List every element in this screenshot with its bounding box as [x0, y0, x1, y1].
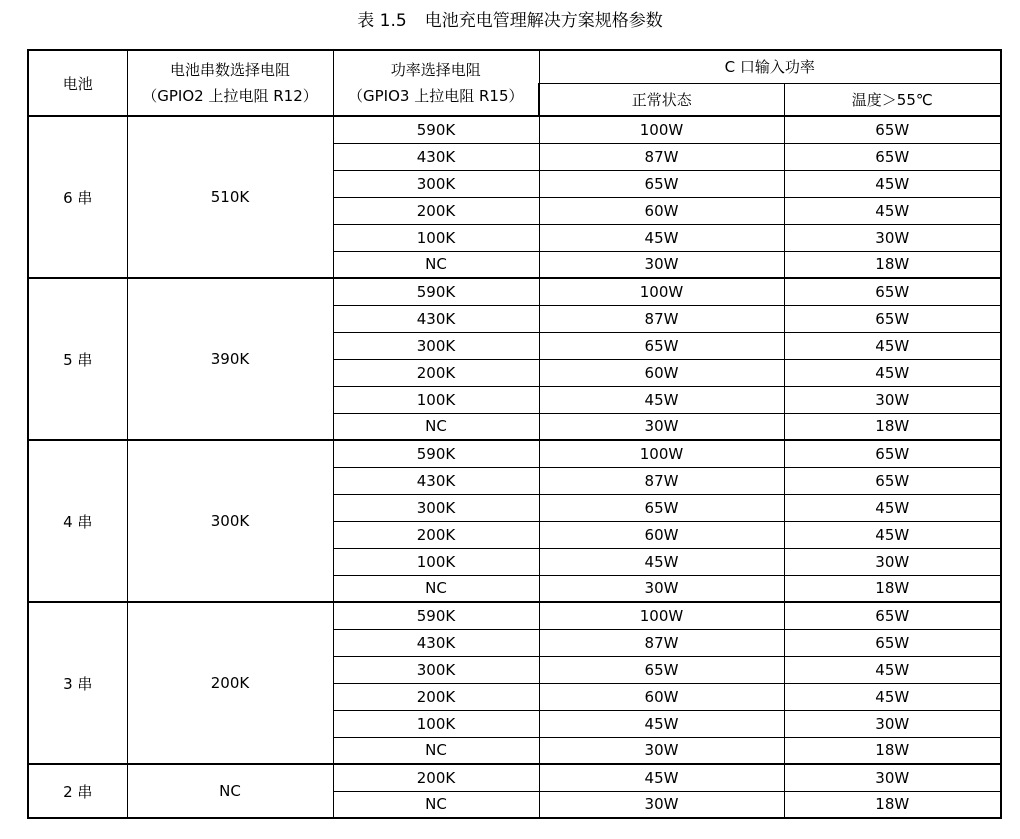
power-resistor-cell: 100K: [333, 548, 539, 575]
power-resistor-cell: 590K: [333, 278, 539, 305]
high-temp-power-cell: 45W: [784, 683, 1001, 710]
high-temp-power-cell: 65W: [784, 602, 1001, 629]
high-temp-power-cell: 18W: [784, 251, 1001, 278]
table-row: [28, 440, 1001, 467]
power-resistor-cell: 200K: [333, 521, 539, 548]
power-resistor-cell: 100K: [333, 224, 539, 251]
power-resistor-cell: 100K: [333, 386, 539, 413]
high-temp-power-cell: 18W: [784, 791, 1001, 818]
table-row: [28, 602, 1001, 629]
spec-table: [27, 49, 1002, 819]
header-c-port-power: C 口输入功率: [539, 50, 1001, 83]
high-temp-power-cell: 18W: [784, 413, 1001, 440]
normal-power-cell: 60W: [539, 359, 784, 386]
battery-series-cell: 2 串: [28, 764, 127, 818]
series-resistor-cell: 300K: [127, 440, 333, 602]
normal-power-cell: 45W: [539, 548, 784, 575]
table-row: [28, 116, 1001, 143]
power-resistor-cell: 300K: [333, 170, 539, 197]
high-temp-power-cell: 30W: [784, 764, 1001, 791]
normal-power-cell: 65W: [539, 332, 784, 359]
header-power-resistor-line1: 功率选择电阻: [390, 61, 481, 79]
power-resistor-cell: 590K: [333, 602, 539, 629]
normal-power-cell: 45W: [539, 764, 784, 791]
high-temp-power-cell: 18W: [784, 575, 1001, 602]
series-resistor-cell: 390K: [127, 278, 333, 440]
header-power-resistor: [333, 50, 539, 116]
normal-power-cell: 30W: [539, 575, 784, 602]
power-resistor-cell: 200K: [333, 683, 539, 710]
high-temp-power-cell: 65W: [784, 467, 1001, 494]
power-resistor-cell: 430K: [333, 143, 539, 170]
header-series-resistor: [127, 50, 333, 116]
high-temp-power-cell: 65W: [784, 278, 1001, 305]
high-temp-power-cell: 65W: [784, 143, 1001, 170]
normal-power-cell: 65W: [539, 494, 784, 521]
header-series-resistor-line2: （GPIO2 上拉电阻 R12）: [142, 87, 318, 105]
high-temp-power-cell: 45W: [784, 656, 1001, 683]
normal-power-cell: 87W: [539, 629, 784, 656]
normal-power-cell: 60W: [539, 521, 784, 548]
high-temp-power-cell: 18W: [784, 737, 1001, 764]
power-resistor-cell: 200K: [333, 764, 539, 791]
power-resistor-cell: 590K: [333, 116, 539, 143]
header-normal-state: 正常状态: [539, 83, 784, 116]
normal-power-cell: 100W: [539, 116, 784, 143]
high-temp-power-cell: 30W: [784, 224, 1001, 251]
high-temp-power-cell: 65W: [784, 305, 1001, 332]
battery-series-cell: 6 串: [28, 116, 127, 278]
power-resistor-cell: NC: [333, 413, 539, 440]
power-resistor-cell: NC: [333, 737, 539, 764]
normal-power-cell: 45W: [539, 224, 784, 251]
power-resistor-cell: 430K: [333, 467, 539, 494]
high-temp-power-cell: 45W: [784, 521, 1001, 548]
normal-power-cell: 60W: [539, 197, 784, 224]
header-series-resistor-line1: 电池串数选择电阻: [169, 61, 290, 79]
normal-power-cell: 45W: [539, 710, 784, 737]
header-power-resistor-line2: （GPIO3 上拉电阻 R15）: [348, 87, 524, 105]
battery-series-cell: 5 串: [28, 278, 127, 440]
high-temp-power-cell: 45W: [784, 494, 1001, 521]
power-resistor-cell: 300K: [333, 332, 539, 359]
power-resistor-cell: 590K: [333, 440, 539, 467]
battery-series-cell: 3 串: [28, 602, 127, 764]
spec-table-body: [28, 116, 1001, 818]
high-temp-power-cell: 65W: [784, 629, 1001, 656]
table-row: [28, 764, 1001, 791]
high-temp-power-cell: 30W: [784, 710, 1001, 737]
normal-power-cell: 87W: [539, 305, 784, 332]
power-resistor-cell: 430K: [333, 629, 539, 656]
high-temp-power-cell: 30W: [784, 548, 1001, 575]
power-resistor-cell: NC: [333, 791, 539, 818]
high-temp-power-cell: 45W: [784, 359, 1001, 386]
high-temp-power-cell: 65W: [784, 440, 1001, 467]
series-resistor-cell: 510K: [127, 116, 333, 278]
normal-power-cell: 65W: [539, 656, 784, 683]
high-temp-power-cell: 45W: [784, 332, 1001, 359]
power-resistor-cell: NC: [333, 575, 539, 602]
normal-power-cell: 100W: [539, 440, 784, 467]
series-resistor-cell: 200K: [127, 602, 333, 764]
power-resistor-cell: 300K: [333, 656, 539, 683]
high-temp-power-cell: 45W: [784, 170, 1001, 197]
power-resistor-cell: 200K: [333, 197, 539, 224]
series-resistor-cell: NC: [127, 764, 333, 818]
high-temp-power-cell: 45W: [784, 197, 1001, 224]
table-row: [28, 278, 1001, 305]
high-temp-power-cell: 65W: [784, 116, 1001, 143]
normal-power-cell: 87W: [539, 467, 784, 494]
power-resistor-cell: 100K: [333, 710, 539, 737]
normal-power-cell: 65W: [539, 170, 784, 197]
header-battery: 电池: [28, 50, 127, 116]
high-temp-power-cell: 30W: [784, 386, 1001, 413]
normal-power-cell: 30W: [539, 251, 784, 278]
power-resistor-cell: 430K: [333, 305, 539, 332]
power-resistor-cell: 200K: [333, 359, 539, 386]
battery-series-cell: 4 串: [28, 440, 127, 602]
power-resistor-cell: 300K: [333, 494, 539, 521]
normal-power-cell: 30W: [539, 791, 784, 818]
normal-power-cell: 100W: [539, 278, 784, 305]
table-title: 电池充电管理解决方案规格参数: [424, 11, 663, 31]
table-caption: [0, 8, 1020, 34]
normal-power-cell: 60W: [539, 683, 784, 710]
table-number: 表 1.5: [357, 11, 407, 31]
normal-power-cell: 45W: [539, 386, 784, 413]
normal-power-cell: 87W: [539, 143, 784, 170]
power-resistor-cell: NC: [333, 251, 539, 278]
normal-power-cell: 30W: [539, 413, 784, 440]
header-high-temp: 温度＞55℃: [784, 83, 1001, 116]
normal-power-cell: 100W: [539, 602, 784, 629]
normal-power-cell: 30W: [539, 737, 784, 764]
